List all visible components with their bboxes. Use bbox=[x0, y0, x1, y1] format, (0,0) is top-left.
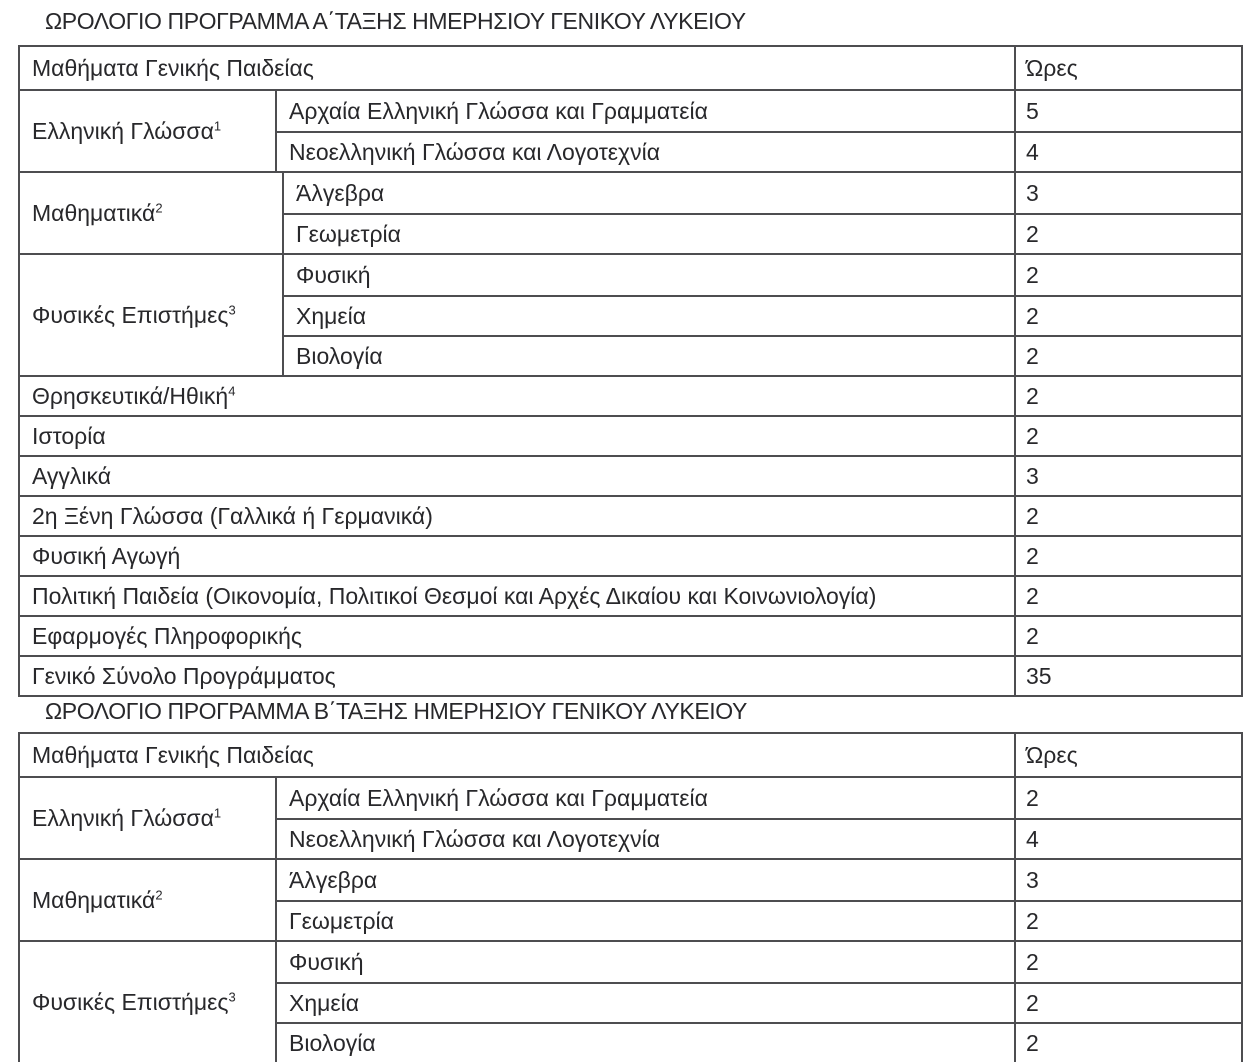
hours-cell bbox=[1014, 984, 1241, 1022]
table-row bbox=[275, 860, 1241, 900]
table-row bbox=[20, 455, 1241, 495]
header-subjects: Μαθήματα Γενικής Παιδείας bbox=[32, 741, 314, 768]
subject-cell bbox=[275, 860, 1014, 900]
subject-group-row bbox=[20, 171, 1241, 253]
cell-text: Νεοελληνική Γλώσσα και Λογοτεχνία bbox=[289, 138, 661, 165]
subject-cell bbox=[282, 255, 1014, 295]
subject-cell bbox=[20, 497, 1014, 535]
hours-cell bbox=[1014, 173, 1241, 213]
subject-cell bbox=[282, 337, 1014, 375]
table-header-row bbox=[20, 734, 1241, 776]
subject-group-row bbox=[20, 858, 1241, 940]
cell-text: 2 bbox=[1026, 907, 1039, 934]
cell-text: Ελληνική Γλώσσα$^1$ bbox=[32, 117, 222, 144]
hours-cell bbox=[1014, 1024, 1241, 1062]
subject-cell bbox=[275, 942, 1014, 982]
hours-cell bbox=[1014, 417, 1241, 455]
subject-cell bbox=[275, 1024, 1014, 1062]
cell-text: 2 bbox=[1026, 220, 1039, 247]
footnote-marker: 4 bbox=[228, 383, 236, 399]
table-row bbox=[20, 375, 1241, 415]
table-row bbox=[20, 495, 1241, 535]
table-row bbox=[20, 575, 1241, 615]
cell-text: Αγγλικά bbox=[32, 462, 112, 489]
subject-cell bbox=[282, 173, 1014, 213]
cell-text: Άλγεβρα bbox=[296, 179, 385, 206]
cell-text: 4 bbox=[1026, 825, 1039, 852]
subject-cell bbox=[282, 297, 1014, 335]
subject-group-row bbox=[20, 776, 1241, 858]
cell-text: Μαθηματικά$^2$ bbox=[32, 886, 163, 913]
subject-group-label bbox=[20, 255, 282, 375]
hours-cell bbox=[1014, 497, 1241, 535]
schedule-table-grade-a bbox=[18, 45, 1243, 697]
cell-text: Ιστορία bbox=[32, 422, 106, 449]
cell-text: Αρχαία Ελληνική Γλώσσα και Γραμματεία bbox=[289, 97, 708, 124]
cell-text: 2 bbox=[1026, 542, 1039, 569]
hours-cell bbox=[1014, 377, 1241, 415]
subject-group-label bbox=[20, 942, 275, 1062]
cell-text: 35 bbox=[1026, 662, 1052, 689]
cell-text: Χημεία bbox=[289, 989, 360, 1016]
cell-text: 2 bbox=[1026, 948, 1039, 975]
subject-group-items bbox=[275, 942, 1241, 1062]
hours-cell bbox=[1014, 91, 1241, 131]
subject-group-row bbox=[20, 940, 1241, 1062]
table-row bbox=[275, 778, 1241, 818]
table-row bbox=[282, 173, 1241, 213]
subject-cell bbox=[275, 820, 1014, 858]
footnote-marker: 3 bbox=[228, 989, 236, 1005]
cell-text: 3 bbox=[1026, 866, 1039, 893]
subject-group-items bbox=[275, 860, 1241, 940]
footnote-marker: 1 bbox=[213, 118, 222, 134]
footnote-marker: 3 bbox=[228, 302, 236, 318]
cell-text: Γεωμετρία bbox=[296, 220, 401, 247]
cell-text: Φυσική bbox=[289, 948, 364, 975]
header-hours: Ώρες bbox=[1014, 47, 1241, 89]
cell-text: 2 bbox=[1026, 784, 1039, 811]
subject-cell bbox=[20, 417, 1014, 455]
hours-cell bbox=[1014, 860, 1241, 900]
cell-text: 3 bbox=[1026, 462, 1039, 489]
total-row bbox=[20, 655, 1241, 695]
hours-cell bbox=[1014, 617, 1241, 655]
subject-cell bbox=[20, 457, 1014, 495]
cell-text: Πολιτική Παιδεία (Οικονομία, Πολιτικοί Θεσμοί και Αρχές Δικαίου και Κοινωνιολογία) bbox=[32, 582, 877, 609]
table-row bbox=[275, 900, 1241, 940]
subject-group-label bbox=[20, 173, 282, 253]
cell-text: 2 bbox=[1026, 502, 1039, 529]
subject-group-items bbox=[275, 91, 1241, 171]
table-row bbox=[282, 335, 1241, 375]
table-header-row bbox=[20, 47, 1241, 89]
table-row bbox=[282, 213, 1241, 253]
footnote-marker: 2 bbox=[155, 887, 163, 903]
subject-cell bbox=[20, 537, 1014, 575]
header-hours: Ώρες bbox=[1014, 734, 1241, 776]
cell-text: Βιολογία bbox=[296, 342, 383, 369]
cell-text: 2 bbox=[1026, 261, 1039, 288]
subject-group-label bbox=[20, 778, 275, 858]
hours-cell bbox=[1014, 778, 1241, 818]
cell-text: 3 bbox=[1026, 179, 1039, 206]
cell-text: 2 bbox=[1026, 1029, 1039, 1056]
footnote-marker: 2 bbox=[155, 200, 163, 216]
subject-cell bbox=[20, 617, 1014, 655]
table-row bbox=[282, 295, 1241, 335]
table-row bbox=[275, 91, 1241, 131]
schedule-table-grade-b bbox=[18, 732, 1243, 1062]
table-row bbox=[20, 415, 1241, 455]
cell-text: 2 bbox=[1026, 582, 1039, 609]
cell-text: Βιολογία bbox=[289, 1029, 376, 1056]
subject-group-label bbox=[20, 860, 275, 940]
table-row bbox=[20, 615, 1241, 655]
cell-text: 4 bbox=[1026, 138, 1039, 165]
cell-text: Φυσική Αγωγή bbox=[32, 542, 181, 569]
subject-cell bbox=[275, 778, 1014, 818]
subject-cell bbox=[275, 902, 1014, 940]
cell-text: 2 bbox=[1026, 382, 1039, 409]
hours-cell bbox=[1014, 133, 1241, 171]
cell-text: 2 bbox=[1026, 342, 1039, 369]
header-subjects: Μαθήματα Γενικής Παιδείας bbox=[32, 54, 314, 81]
table-title-grade-b: ΩΡΟΛΟΓΙΟ ΠΡΟΓΡΑΜΜΑ Β΄ΤΑΞΗΣ ΗΜΕΡΗΣΙΟΥ ΓΕΝΙΚΟΥ ΛΥΚΕΙΟΥ bbox=[45, 698, 747, 724]
table-row bbox=[275, 818, 1241, 858]
subject-group-label bbox=[20, 91, 275, 171]
cell-text: 2η Ξένη Γλώσσα (Γαλλικά ή Γερμανικά) bbox=[32, 502, 433, 529]
hours-cell bbox=[1014, 657, 1241, 695]
hours-cell bbox=[1014, 537, 1241, 575]
cell-text: 2 bbox=[1026, 622, 1039, 649]
subject-cell bbox=[20, 377, 1014, 415]
cell-text: Εφαρμογές Πληροφορικής bbox=[32, 622, 302, 649]
subject-group-row bbox=[20, 253, 1241, 375]
cell-text: Φυσικές Επιστήμες$^3$ bbox=[32, 301, 236, 328]
subject-group-items bbox=[275, 778, 1241, 858]
cell-text: Φυσική bbox=[296, 261, 371, 288]
cell-text: 2 bbox=[1026, 302, 1039, 329]
hours-cell bbox=[1014, 457, 1241, 495]
subject-cell bbox=[20, 657, 1014, 695]
table-row bbox=[282, 255, 1241, 295]
cell-text: Γενικό Σύνολο Προγράμματος bbox=[32, 662, 336, 689]
subject-group-items bbox=[282, 173, 1241, 253]
table-title-grade-a: ΩΡΟΛΟΓΙΟ ΠΡΟΓΡΑΜΜΑ Α΄ΤΑΞΗΣ ΗΜΕΡΗΣΙΟΥ ΓΕΝΙΚΟΥ ΛΥΚΕΙΟΥ bbox=[45, 8, 746, 34]
cell-text: Φυσικές Επιστήμες$^3$ bbox=[32, 988, 236, 1015]
cell-text: Νεοελληνική Γλώσσα και Λογοτεχνία bbox=[289, 825, 661, 852]
cell-text: 2 bbox=[1026, 989, 1039, 1016]
table-row bbox=[20, 535, 1241, 575]
cell-text: Αρχαία Ελληνική Γλώσσα και Γραμματεία bbox=[289, 784, 708, 811]
table-row bbox=[275, 1022, 1241, 1062]
footnote-marker: 1 bbox=[213, 805, 222, 821]
table-row bbox=[275, 982, 1241, 1022]
table-row bbox=[275, 131, 1241, 171]
cell-text: Μαθηματικά$^2$ bbox=[32, 199, 163, 226]
hours-cell bbox=[1014, 820, 1241, 858]
hours-cell bbox=[1014, 577, 1241, 615]
subject-cell bbox=[20, 577, 1014, 615]
subject-cell bbox=[282, 215, 1014, 253]
subject-group-items bbox=[282, 255, 1241, 375]
cell-text: Θρησκευτικά/Ηθική$^4$ bbox=[32, 382, 236, 409]
cell-text: 2 bbox=[1026, 422, 1039, 449]
cell-text: 5 bbox=[1026, 97, 1039, 124]
cell-text: Γεωμετρία bbox=[289, 907, 394, 934]
subject-cell bbox=[275, 91, 1014, 131]
cell-text: Χημεία bbox=[296, 302, 367, 329]
hours-cell bbox=[1014, 902, 1241, 940]
subject-cell bbox=[275, 984, 1014, 1022]
cell-text: Άλγεβρα bbox=[289, 866, 378, 893]
hours-cell bbox=[1014, 942, 1241, 982]
hours-cell bbox=[1014, 215, 1241, 253]
hours-cell bbox=[1014, 255, 1241, 295]
hours-cell bbox=[1014, 297, 1241, 335]
subject-cell bbox=[275, 133, 1014, 171]
hours-cell bbox=[1014, 337, 1241, 375]
subject-group-row bbox=[20, 89, 1241, 171]
cell-text: Ελληνική Γλώσσα$^1$ bbox=[32, 804, 222, 831]
table-row bbox=[275, 942, 1241, 982]
